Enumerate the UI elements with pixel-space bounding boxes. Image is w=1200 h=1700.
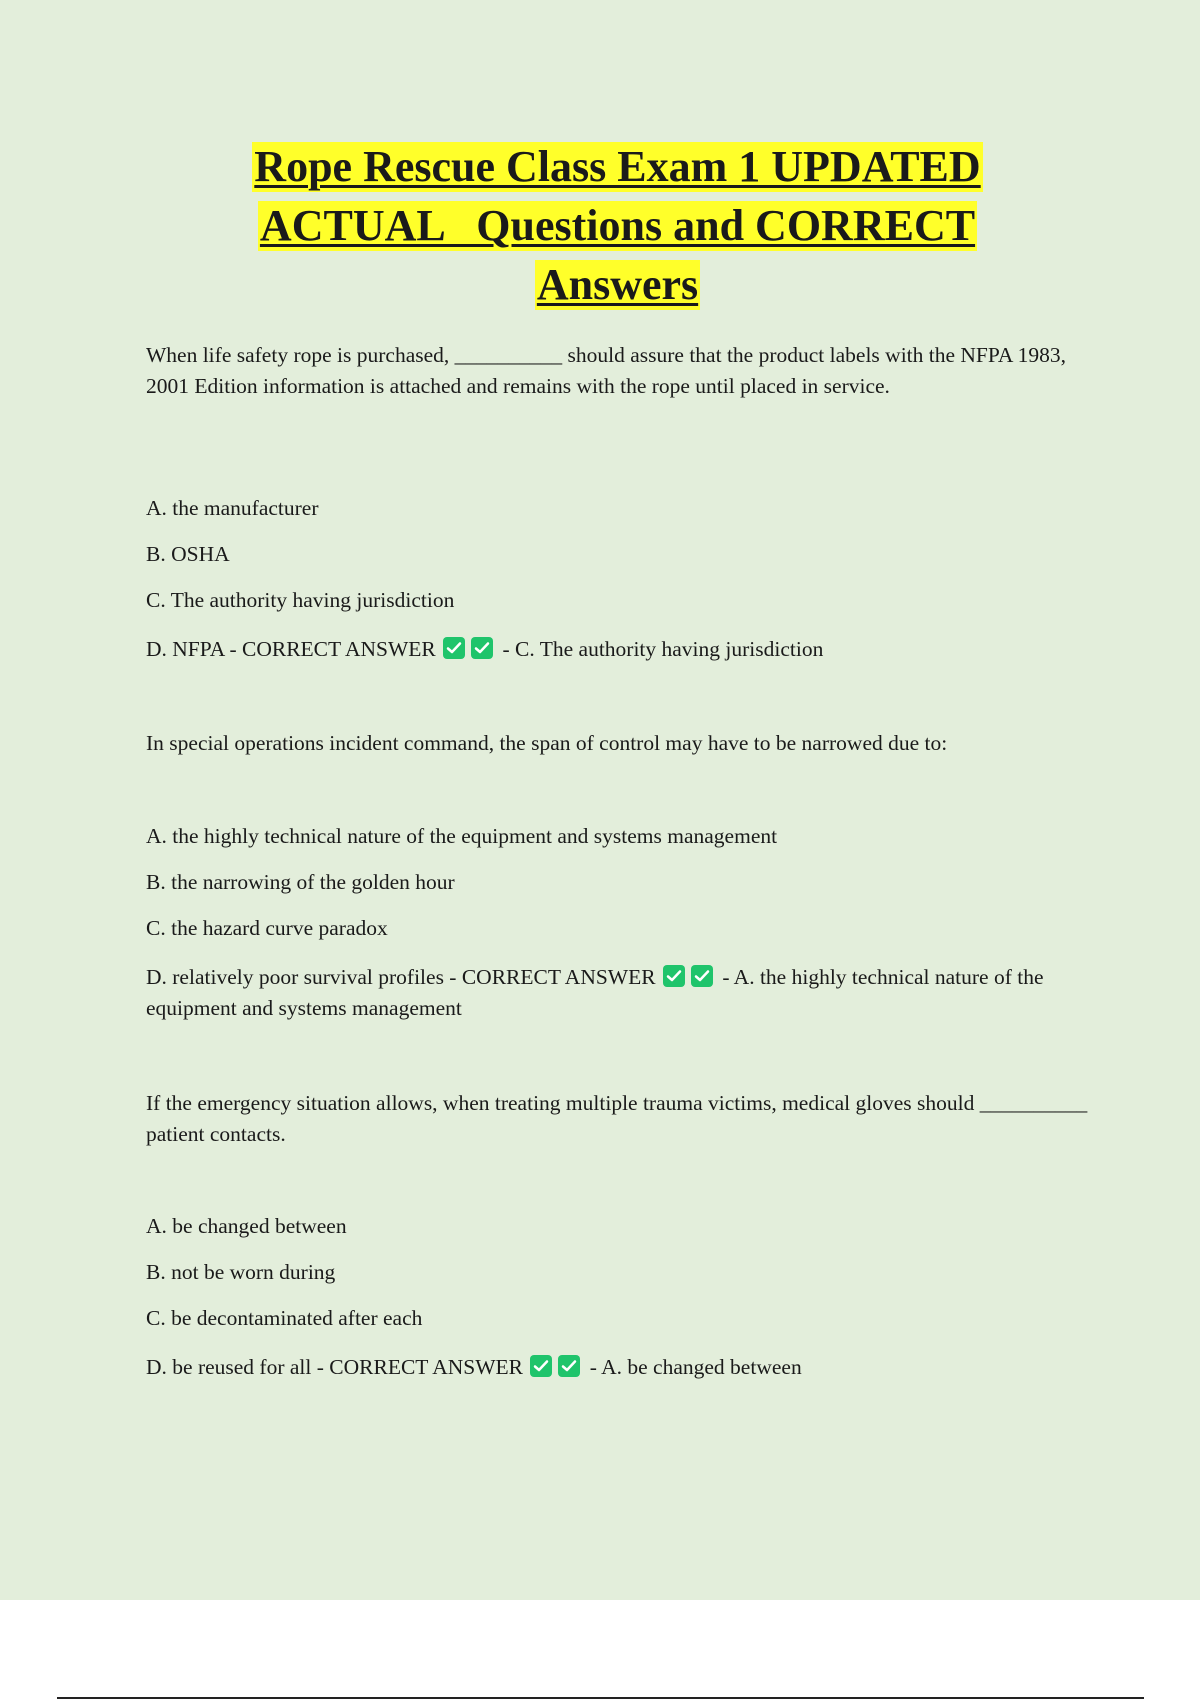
option-d: D. NFPA - CORRECT ANSWER (146, 637, 436, 661)
correct-answer: - A. be changed between (589, 1355, 802, 1379)
option-d-with-answer (146, 1352, 1096, 1398)
check-mark-icon (663, 965, 685, 987)
question-text: In special operations incident command, the span of control may have to be narrowed due to: (146, 731, 948, 755)
question-text: If the emergency situation allows, when treating multiple trauma victims, medical gloves should __________ patient contacts. (146, 1091, 1088, 1146)
options-block-3 (146, 1211, 1096, 1398)
title-line-3: Answers (536, 260, 699, 309)
title-line-2: ACTUAL Questions and CORRECT (259, 201, 976, 250)
option-d-with-answer (146, 962, 1096, 1024)
document-title (0, 142, 1200, 319)
correct-answer: - A. the highly technical nature of the equipment and systems management (146, 965, 1044, 1020)
question-text: When life safety rope is purchased, __________ should assure that the product labels with the NFPA 1983, 2001 Edition information is attached and remains with the rope until placed in service. (146, 343, 1066, 398)
option-b: B. OSHA (146, 542, 230, 566)
option-a: A. be changed between (146, 1214, 347, 1238)
question-block-1 (146, 340, 1096, 402)
check-mark-icon (530, 1355, 552, 1377)
option-c: C. be decontaminated after each (146, 1306, 423, 1330)
option-c: C. The authority having jurisdiction (146, 588, 455, 612)
options-block-1 (146, 493, 1096, 680)
check-mark-icon (471, 637, 493, 659)
correct-answer: - C. The authority having jurisdiction (502, 637, 824, 661)
option-d: D. relatively poor survival profiles - CORRECT ANSWER (146, 965, 656, 989)
question-block-2 (146, 728, 1096, 759)
check-mark-icon (443, 637, 465, 659)
option-d-with-answer (146, 634, 1096, 680)
option-d: D. be reused for all - CORRECT ANSWER (146, 1355, 524, 1379)
option-b: B. not be worn during (146, 1260, 336, 1284)
footer-divider (57, 1697, 1144, 1699)
title-line-1: Rope Rescue Class Exam 1 UPDATED (254, 142, 981, 191)
option-c: C. the hazard curve paradox (146, 916, 388, 940)
options-block-2 (146, 821, 1096, 1024)
option-b: B. the narrowing of the golden hour (146, 870, 455, 894)
option-a: A. the manufacturer (146, 496, 319, 520)
option-a: A. the highly technical nature of the equipment and systems management (146, 824, 778, 848)
check-mark-icon (558, 1355, 580, 1377)
check-mark-icon (691, 965, 713, 987)
question-block-3 (146, 1088, 1096, 1150)
